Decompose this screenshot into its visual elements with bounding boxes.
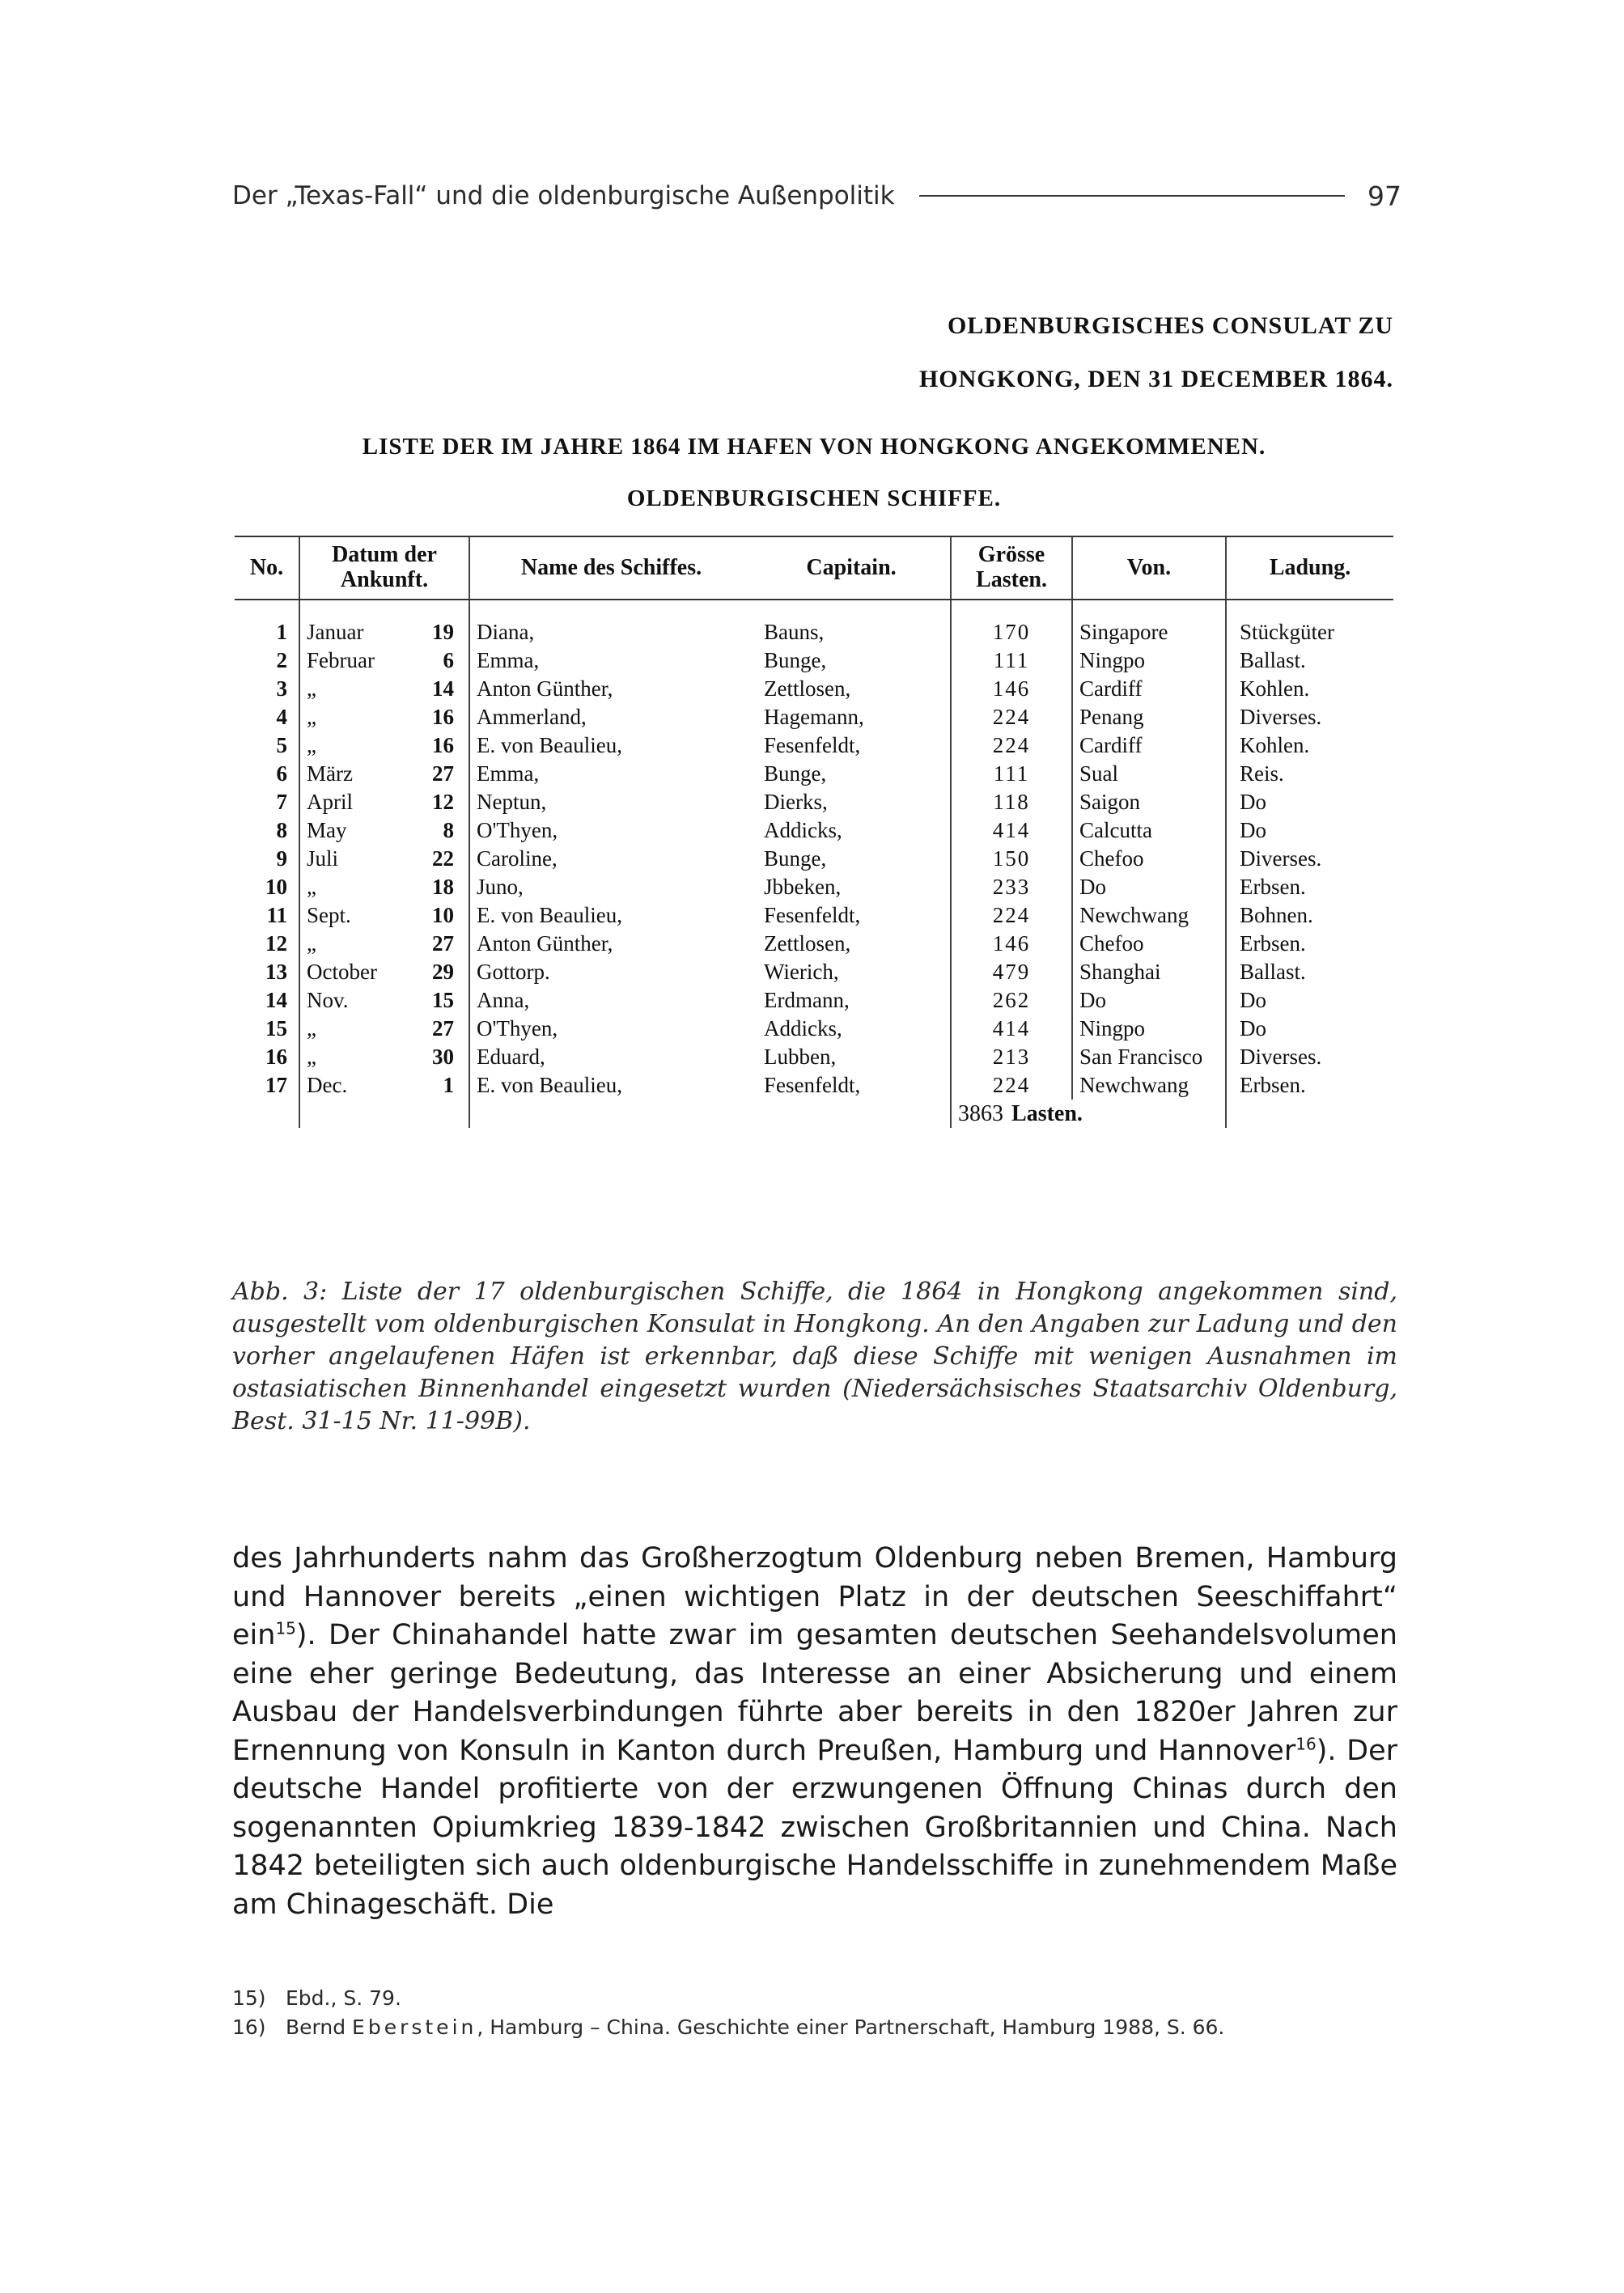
cell-day: 10	[432, 903, 455, 927]
cell-month: „	[299, 675, 421, 703]
cell-day: 14	[432, 676, 455, 701]
cell-capitain: Erdmann,	[764, 988, 850, 1012]
cell-no: 15	[265, 1016, 287, 1041]
cell-capitain: Bunge,	[764, 846, 827, 871]
cell-day: 19	[432, 620, 455, 644]
cell-von: Chefoo	[1072, 845, 1226, 873]
footnote-text-part: Ebd., S. 79.	[286, 1986, 401, 2010]
table-row	[235, 901, 1393, 930]
cell-von: Saigon	[1072, 788, 1226, 816]
cell-no: 11	[266, 903, 287, 927]
cell-ladung: Erbsen.	[1226, 873, 1393, 901]
cell-no: 13	[265, 960, 287, 984]
cell-month: „	[299, 1043, 421, 1071]
cell-name: Anton Günther,	[469, 930, 753, 958]
cell-ladung: Do	[1226, 986, 1393, 1015]
cell-capitain: Fesenfeldt,	[764, 1073, 861, 1097]
cell-no: 17	[265, 1073, 287, 1097]
cell-month: Juli	[299, 845, 421, 873]
body-text-part-3: ). Der deutsche Handel profitierte von der erzwungenen Öffnung Chinas durch den sogenannten Opiumkrieg 1839-1842 zwischen Großbritannien und China. Nach 1842 beteiligten sich auch oldenburgische Handelsschiffe in zunehmendem Maße am Chinageschäft. Die	[232, 1734, 1397, 1921]
cell-ladung: Diverses.	[1226, 1043, 1393, 1071]
cell-day: 6	[443, 648, 455, 672]
cell-von: Calcutta	[1072, 816, 1226, 845]
table-row	[235, 930, 1393, 958]
cell-month: Dec.	[299, 1071, 421, 1100]
cell-no: 7	[276, 790, 287, 814]
cell-month: May	[299, 816, 421, 845]
cell-no: 8	[276, 818, 287, 842]
cell-von: Sual	[1072, 760, 1226, 788]
total-cell	[951, 1100, 1226, 1128]
running-head-rule	[919, 195, 1345, 197]
cell-lasten: 233	[951, 873, 1072, 901]
footnote-text	[286, 2013, 1224, 2042]
cell-von: Chefoo	[1072, 930, 1226, 958]
cell-month: Sept.	[299, 901, 421, 930]
cell-capitain: Hagemann,	[764, 705, 864, 729]
cell-ladung: Diverses.	[1226, 703, 1393, 731]
footnote-ref-15[interactable]: 15	[275, 1618, 296, 1638]
cell-day: 16	[432, 733, 455, 757]
cell-day: 1	[443, 1073, 455, 1097]
page-number: 97	[1367, 180, 1401, 212]
cell-lasten: 224	[951, 703, 1072, 731]
cell-day: 27	[432, 1016, 455, 1041]
cell-ladung: Do	[1226, 788, 1393, 816]
cell-ladung: Erbsen.	[1226, 1071, 1393, 1100]
cell-lasten: 224	[951, 1071, 1072, 1100]
cell-no: 12	[265, 931, 287, 956]
cell-no: 9	[276, 846, 287, 871]
cell-capitain: Dierks,	[764, 790, 828, 814]
cell-ladung: Reis.	[1226, 760, 1393, 788]
cell-month: März	[299, 760, 421, 788]
cell-capitain: Zettlosen,	[764, 676, 851, 701]
header-no: No.	[235, 536, 299, 600]
cell-day: 18	[432, 875, 455, 899]
cell-capitain: Addicks,	[764, 1016, 842, 1041]
cell-ladung: Ballast.	[1226, 958, 1393, 986]
body-paragraph	[232, 1540, 1397, 1924]
cell-lasten: 111	[951, 760, 1072, 788]
cell-capitain: Jbbeken,	[764, 875, 842, 899]
cell-name: Ammerland,	[469, 703, 753, 731]
footnote-15	[232, 1984, 1397, 2013]
header-name: Name des Schiffes.	[469, 536, 753, 600]
cell-day: 8	[443, 818, 455, 842]
header-capitain: Capitain.	[753, 536, 951, 600]
cell-day: 15	[432, 988, 455, 1012]
running-head	[232, 180, 1401, 212]
cell-name: O'Thyen,	[469, 816, 753, 845]
cell-von: Cardiff	[1072, 675, 1226, 703]
cell-name: Caroline,	[469, 845, 753, 873]
cell-ladung: Do	[1226, 1015, 1393, 1043]
cell-month: April	[299, 788, 421, 816]
cell-day: 12	[432, 790, 455, 814]
cell-no: 16	[265, 1045, 287, 1069]
table-row	[235, 958, 1393, 986]
cell-von: Penang	[1072, 703, 1226, 731]
cell-name: Eduard,	[469, 1043, 753, 1071]
cell-name: O'Thyen,	[469, 1015, 753, 1043]
cell-ladung: Bohnen.	[1226, 901, 1393, 930]
cell-ladung: Do	[1226, 816, 1393, 845]
cell-von: Singapore	[1072, 600, 1226, 646]
cell-day: 16	[432, 705, 455, 729]
table-row	[235, 986, 1393, 1015]
cell-capitain: Bunge,	[764, 761, 827, 786]
table-row	[235, 1071, 1393, 1100]
body-text-part-1: des Jahrhunderts nahm das Großherzogtum Oldenburg neben Bremen, Hamburg und Hannover bereits „einen wichtigen Platz in der deutschen Seeschiffahrt“ ein	[232, 1542, 1397, 1651]
cell-no: 2	[276, 648, 287, 672]
cell-name: E. von Beaulieu,	[469, 901, 753, 930]
cell-von: Ningpo	[1072, 1015, 1226, 1043]
consulate-heading	[235, 299, 1393, 406]
cell-name: Emma,	[469, 646, 753, 675]
cell-name: Gottorp.	[469, 958, 753, 986]
cell-no: 5	[276, 733, 287, 757]
footnotes	[232, 1984, 1397, 2042]
cell-month: Februar	[299, 646, 421, 675]
footnote-ref-16[interactable]: 16	[1295, 1733, 1317, 1753]
cell-von: Shanghai	[1072, 958, 1226, 986]
cell-lasten: 146	[951, 930, 1072, 958]
table-row	[235, 873, 1393, 901]
table-row	[235, 816, 1393, 845]
ships-table	[235, 536, 1393, 1128]
total-label: Lasten.	[1011, 1101, 1083, 1126]
consulate-line-1: OLDENBURGISCHES CONSULAT ZU	[947, 312, 1393, 339]
cell-no: 14	[265, 988, 287, 1012]
list-title: LISTE DER IM JAHRE 1864 IM HAFEN VON HONGKONG ANGEKOMMENEN.	[362, 434, 1266, 460]
cell-name: Emma,	[469, 760, 753, 788]
cell-no: 10	[265, 875, 287, 899]
cell-day: 27	[432, 761, 455, 786]
total-row	[235, 1100, 1393, 1128]
cell-day: 30	[432, 1045, 455, 1069]
body-text-part-2: ). Der Chinahandel hatte zwar im gesamten deutschen Seehandelsvolumen eine eher geringe Bedeutung, das Interesse an einer Absicherung und einem Ausbau der Handelsverbindungen führte aber bereits in den 1820er Jahren zur Ernennung von Konsuln in Kanton durch Preußen, Hamburg und Hannover	[232, 1619, 1397, 1767]
cell-month: „	[299, 873, 421, 901]
cell-von: Ningpo	[1072, 646, 1226, 675]
cell-capitain: Addicks,	[764, 818, 842, 842]
cell-name: Neptun,	[469, 788, 753, 816]
historical-document	[235, 299, 1393, 1128]
table-row	[235, 788, 1393, 816]
cell-lasten: 262	[951, 986, 1072, 1015]
table-row	[235, 646, 1393, 675]
footnote-text-part: Bernd	[286, 2015, 353, 2039]
cell-lasten: 414	[951, 1015, 1072, 1043]
cell-ladung: Diverses.	[1226, 845, 1393, 873]
cell-day: 29	[432, 960, 455, 984]
cell-lasten: 224	[951, 731, 1072, 760]
ship-rows	[235, 600, 1393, 1100]
body-text	[232, 1540, 1397, 1924]
cell-capitain: Fesenfeldt,	[764, 733, 861, 757]
table-row	[235, 1015, 1393, 1043]
consulate-line-2: HONGKONG, DEN 31 DECEMBER 1864.	[918, 366, 1393, 392]
footnote-text	[286, 1984, 401, 2013]
table-header-row	[235, 536, 1393, 600]
header-groesse: Grösse Lasten.	[951, 536, 1072, 600]
cell-month: October	[299, 958, 421, 986]
table-row	[235, 675, 1393, 703]
table-row	[235, 731, 1393, 760]
table-row	[235, 845, 1393, 873]
footnote-number: 16)	[232, 2015, 266, 2039]
cell-name: E. von Beaulieu,	[469, 1071, 753, 1100]
footnote-number: 15)	[232, 1986, 266, 2010]
footnote-author: Eberstein	[352, 2015, 477, 2039]
cell-no: 4	[276, 705, 287, 729]
cell-name: Anton Günther,	[469, 675, 753, 703]
cell-von: San Francisco	[1072, 1043, 1226, 1071]
cell-name: E. von Beaulieu,	[469, 731, 753, 760]
cell-von: Do	[1072, 986, 1226, 1015]
cell-lasten: 111	[951, 646, 1072, 675]
cell-month: „	[299, 930, 421, 958]
cell-no: 3	[276, 676, 287, 701]
cell-capitain: Bunge,	[764, 648, 827, 672]
header-von: Von.	[1072, 536, 1226, 600]
cell-name: Diana,	[469, 600, 753, 646]
header-ladung: Ladung.	[1226, 536, 1393, 600]
cell-lasten: 213	[951, 1043, 1072, 1071]
cell-ladung: Stückgüter	[1226, 600, 1393, 646]
cell-von: Do	[1072, 873, 1226, 901]
cell-month: „	[299, 731, 421, 760]
cell-lasten: 146	[951, 675, 1072, 703]
cell-capitain: Fesenfeldt,	[764, 903, 861, 927]
cell-month: „	[299, 1015, 421, 1043]
cell-lasten: 224	[951, 901, 1072, 930]
cell-month: Nov.	[299, 986, 421, 1015]
footnote-16	[232, 2013, 1397, 2042]
cell-von: Newchwang	[1072, 1071, 1226, 1100]
cell-lasten: 170	[951, 600, 1072, 646]
cell-no: 6	[276, 761, 287, 786]
list-subtitle: OLDENBURGISCHEN SCHIFFE.	[626, 485, 1002, 511]
table-row	[235, 1043, 1393, 1071]
cell-lasten: 118	[951, 788, 1072, 816]
figure-caption: Abb. 3: Liste der 17 oldenburgischen Schiffe, die 1864 in Hongkong angekommen sind, ausgestellt vom oldenburgischen Konsulat in Hongkong. An den Angaben zur Ladung und den vorher angelaufenen Häfen ist erkennbar, daß diese Schiffe mit wenigen Ausnahmen im ostasiatischen Binnenhandel eingesetzt wurden (Niedersächsisches Staatsarchiv Oldenburg, Best. 31-15 Nr. 11-99B).	[232, 1278, 1397, 1435]
cell-capitain: Bauns,	[764, 620, 825, 644]
table-row	[235, 760, 1393, 788]
cell-lasten: 479	[951, 958, 1072, 986]
table-row	[235, 600, 1393, 646]
cell-month: „	[299, 703, 421, 731]
cell-von: Newchwang	[1072, 901, 1226, 930]
cell-name: Juno,	[469, 873, 753, 901]
cell-lasten: 414	[951, 816, 1072, 845]
cell-month: Januar	[299, 600, 421, 646]
cell-ladung: Kohlen.	[1226, 731, 1393, 760]
cell-day: 22	[432, 846, 455, 871]
table-row	[235, 703, 1393, 731]
cell-day: 27	[432, 931, 455, 956]
cell-capitain: Lubben,	[764, 1045, 837, 1069]
cell-ladung: Ballast.	[1226, 646, 1393, 675]
cell-von: Cardiff	[1072, 731, 1226, 760]
cell-ladung: Erbsen.	[1226, 930, 1393, 958]
cell-capitain: Wierich,	[764, 960, 839, 984]
running-head-title: Der „Texas-Fall“ und die oldenburgische Außenpolitik	[232, 181, 895, 210]
total-value: 3863	[958, 1101, 1004, 1126]
cell-ladung: Kohlen.	[1226, 675, 1393, 703]
cell-capitain: Zettlosen,	[764, 931, 851, 956]
cell-name: Anna,	[469, 986, 753, 1015]
header-datum: Datum der Ankunft.	[299, 536, 469, 600]
cell-no: 1	[276, 620, 287, 644]
footnote-text-part: , Hamburg – China. Geschichte einer Partnerschaft, Hamburg 1988, S. 66.	[477, 2015, 1225, 2039]
cell-lasten: 150	[951, 845, 1072, 873]
